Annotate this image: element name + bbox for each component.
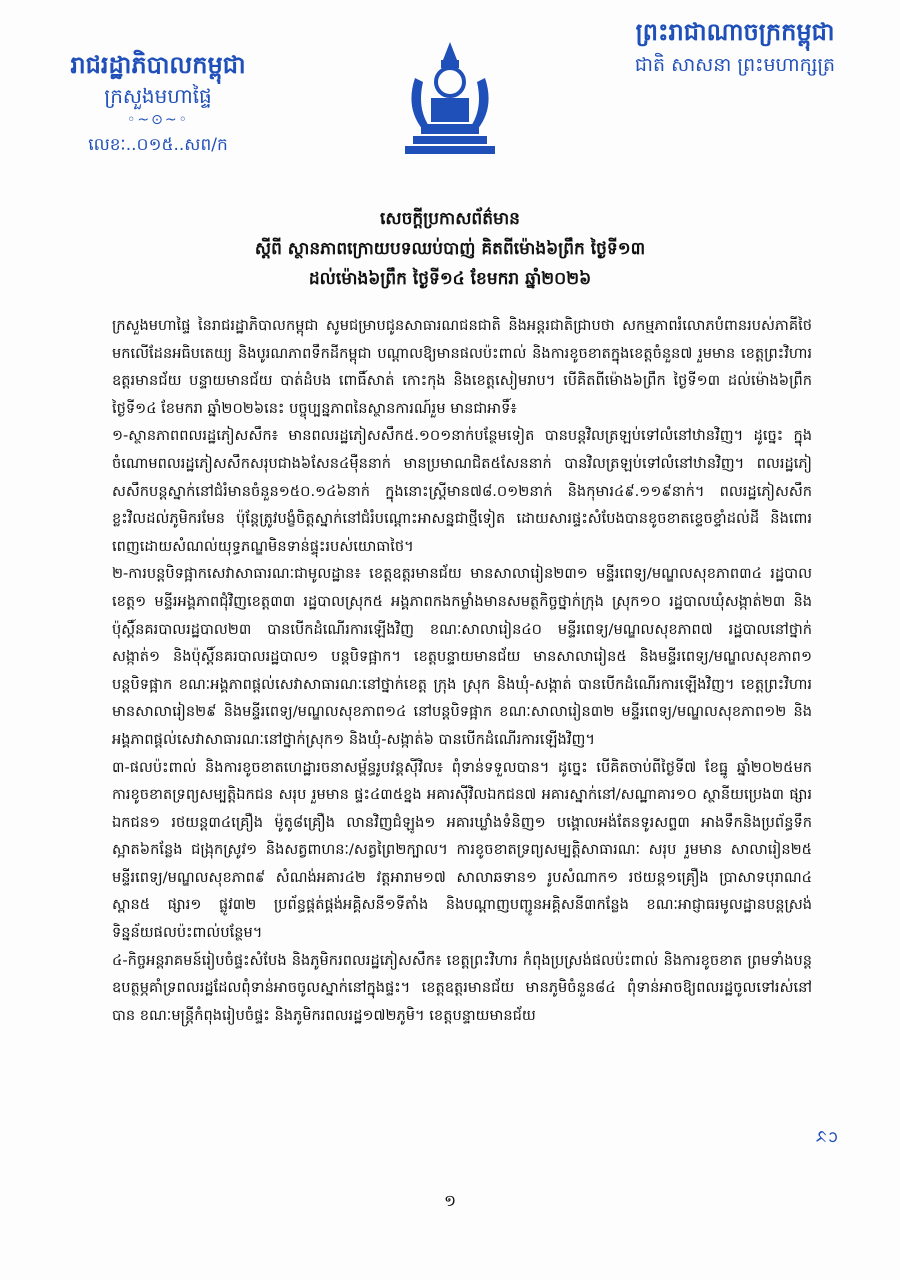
document-body xyxy=(112,312,812,1029)
title-line-2: ស្តីពី ស្ថានភាពក្រោយបទឈប់បាញ់ គិតពីម៉ោង៦ព្រឹក ថ្ងៃទី១៣ xyxy=(254,239,646,259)
kingdom-header xyxy=(595,14,875,80)
initials-mark: ᨅᩣ xyxy=(815,1126,839,1147)
paragraph-section-4: ៤-កិច្ចអន្តរាគមន៍រៀបចំផ្ទះសំបែង និងភូមិករពលរដ្ឋភៀសសឹក៖ ខេត្តព្រះវិហារ កំពុងប្រស្រង់ផលប៉ះពាល់ និងការខូចខាត ព្រមទាំងបន្តឧបត្ថម្ភគាំទ្រពលរដ្ឋដែលពុំទាន់អាចចូលស្នាក់នៅក្នុងផ្ទះ។ ខេត្តឧត្តរមានជ័យ មានភូមិចំនួន៨៤ ពុំទាន់អាចឱ្យពលរដ្ឋចូលទៅរស់នៅបាន ខណៈមន្ត្រីកំពុងរៀបចំផ្ទះ និងភូមិករពលរដ្ឋ១៧២ភូមិ។ ខេត្តបន្ទាយមានជ័យ xyxy=(112,951,812,1024)
page-number: ១ xyxy=(443,1191,457,1210)
paragraph-intro: ក្រសួងមហាផ្ទៃ នៃរាជរដ្ឋាភិបាលកម្ពុជា សូមជម្រាបជូនសាធារណជនជាតិ និងអន្តរជាតិជ្រាបថា សកម្មភាពរំលោភបំពានរបស់ភាគីថៃ មកលើដែនអធិបតេយ្យ និងបូរណភាពទឹកដីកម្ពុជា បណ្តាលឱ្យមានផលប៉ះពាល់ និងការខូចខាតក្នុងខេត្តចំនួន៧ រួមមាន ខេត្តព្រះវិហារ ឧត្តរមានជ័យ បន្ទាយមានជ័យ បាត់ដំបង ពោធិ៍សាត់ កោះកុង និងខេត្តសៀមរាប។ បើគិតពីម៉ោង៦ព្រឹក ថ្ងៃទី១៣ ដល់ម៉ោង៦ព្រឹក ថ្ងៃទី១៤ ខែមករា ឆ្នាំ២០២៦នេះ បច្ចុប្បន្នភាពនៃស្ថានការណ៍រួម មានជាអាទិ៍៖ xyxy=(112,317,812,417)
ornament-divider-icon: ◦~⊙~◦ xyxy=(127,112,189,128)
royal-emblem-icon xyxy=(395,38,505,158)
national-motto: ជាតិ សាសនា ព្រះមហាក្សត្រ xyxy=(634,54,836,76)
ministry-name: ក្រសួងមហាផ្ទៃ xyxy=(104,84,212,108)
title-line-1: សេចក្តីប្រកាសព័ត៌មាន xyxy=(380,209,520,229)
paragraph-section-3: ៣-ផលប៉ះពាល់ និងការខូចខាតហេដ្ឋារចនាសម្ព័ន្ធរូបវន្តស៊ីវិល៖ ពុំទាន់ទទួលបាន។ ដូច្នេះ បើគិតចាប់ពីថ្ងៃទី៧ ខែធ្នូ ឆ្នាំ២០២៥មក ការខូចខាតទ្រព្យសម្បត្តិឯកជន សរុប រួមមាន ផ្ទះ៤៣៥ខ្នង អគារស៊ីវិលឯកជន៧ អគារស្នាក់នៅ/សណ្ឋាគារ១០ ស្ថានីយប្រេង៣ ផ្សារឯកជន១ រថយន្ត៣៤គ្រឿង ម៉ូតូ៨គ្រឿង លានវិញជំឡូង១ អគារឃ្លាំងទំនិញ១ បង្គោលអង់តែនទូរសព្ទ៣ អាងទឹកនិងប្រព័ន្ធទឹកស្អាត៦កន្លែង ជង្រុកស្រូវ១ និងសត្វពាហនៈ/សត្វព្រៃ២ក្បាល។ ការខូចខាតទ្រព្យសម្បត្តិសាធារណៈ សរុប រួមមាន សាលារៀន២៥ មន្ទីរពេទ្យ/មណ្ឌលសុខភាព៩ សំណង់អគារ៤២ វត្តអារាម១៧ សាលាឆទាន១ រូបសំណាក១ រថយន្ត១គ្រឿង ប្រាសាទបុរាណ៤ ស្ពាន៥ ផ្សារ១ ផ្លូវ៣២ ប្រព័ន្ធផ្គត់ផ្គង់អគ្គិសនី១ទីតាំង និងបណ្តាញបញ្ជូនអគ្គិសនី៣កន្លែង ខណៈអាជ្ញាធរមូលដ្ឋានបន្តស្រង់ទិន្នន័យផលប៉ះពាល់បន្ថែម។ xyxy=(112,758,812,942)
paragraph-section-2: ២-ការបន្តបិទផ្អាកសេវាសាធារណៈជាមូលដ្ឋាន៖ ខេត្តឧត្តរមានជ័យ មានសាលារៀន២៣១ មន្ទីរពេទ្យ/មណ្ឌលសុខភាព៣៤ រដ្ឋបាលខេត្ត១ មន្ទីរអង្គភាពជុំវិញខេត្ត៣៣ រដ្ឋបាលស្រុក៥ អង្គភាពកងកម្លាំងមានសមត្ថកិច្ចថ្នាក់ក្រុង ស្រុក១០ រដ្ឋបាលឃុំសង្កាត់២៣ និងប៉ុស្តិ៍នគរបាលរដ្ឋបាល២៣ បានបើកដំណើរការឡើងវិញ ខណៈសាលារៀន៤០ មន្ទីរពេទ្យ/មណ្ឌលសុខភាព៧ រដ្ឋបាលនៅថ្នាក់ សង្កាត់១ និងប៉ុស្តិ៍នគរបាលរដ្ឋបាល១ បន្តបិទផ្អាក។ ខេត្តបន្ទាយមានជ័យ មានសាលារៀន៥ និងមន្ទីរពេទ្យ/មណ្ឌលសុខភាព១ បន្តបិទផ្អាក ខណៈអង្គភាពផ្តល់សេវាសាធារណៈនៅថ្នាក់ខេត្ត ក្រុង ស្រុក និងឃុំ-សង្កាត់ បានបើកដំណើរការឡើងវិញ។ ខេត្តព្រះវិហារ មានសាលារៀន២៩ និងមន្ទីរពេទ្យ/មណ្ឌលសុខភាព១៤ នៅបន្តបិទផ្អាក ខណៈសាលារៀន៣២ មន្ទីរពេទ្យ/មណ្ឌលសុខភាព១២ និងអង្គភាពផ្តល់សេវាសាធារណៈនៅថ្នាក់ស្រុក១ និងឃុំ-សង្កាត់៦ បានបើកដំណើរការឡើងវិញ។ xyxy=(112,565,812,748)
title-line-3: ដល់ម៉ោង៦ព្រឹក ថ្ងៃទី១៤ ខែមករា ឆ្នាំ២០២៦ xyxy=(308,269,592,289)
government-name: រាជរដ្ឋាភិបាលកម្ពុជា xyxy=(70,51,246,79)
issuer-header xyxy=(58,48,258,159)
kingdom-name: ព្រះរាជាណាចក្រកម្ពុជា xyxy=(635,18,835,46)
reference-number: លេខៈ..០១៥..សព/ក xyxy=(88,135,228,155)
paragraph-section-1: ១-ស្ថានភាពពលរដ្ឋភៀសសឹក៖ មានពលរដ្ឋភៀសសឹក៥.១០១នាក់បន្ថែមទៀត បានបន្តវិលត្រឡប់ទៅលំនៅឋានវិញ។ ដូច្នេះ ក្នុងចំណោមពលរដ្ឋភៀសសឹកសរុបជាង៦សែន៤ម៉ឺននាក់ មានប្រមាណជិត៥សែននាក់ បានវិលត្រឡប់ទៅលំនៅឋានវិញ។ ពលរដ្ឋភៀសសឹកបន្តស្នាក់នៅជំរំមានចំនួន១៥០.១៤៦នាក់ ក្នុងនោះស្ត្រីមាន៧៨.០១២នាក់ និងកុមារ៤៩.១១៩នាក់។ ពលរដ្ឋភៀសសឹកខ្លះវិលដល់ភូមិករមែន ប៉ុន្តែត្រូវបង្ខំចិត្តស្នាក់នៅជំរំបណ្តោះអាសន្នជាថ្មីទៀត ដោយសារផ្ទះសំបែងបានខូចខាតខ្ទេចខ្ទាំដល់ដី និងពោរពេញដោយសំណល់យុទ្ធភណ្ឌមិនទាន់ផ្ទុះរបស់យោធាថៃ។ xyxy=(112,427,812,555)
document-title xyxy=(160,204,740,294)
